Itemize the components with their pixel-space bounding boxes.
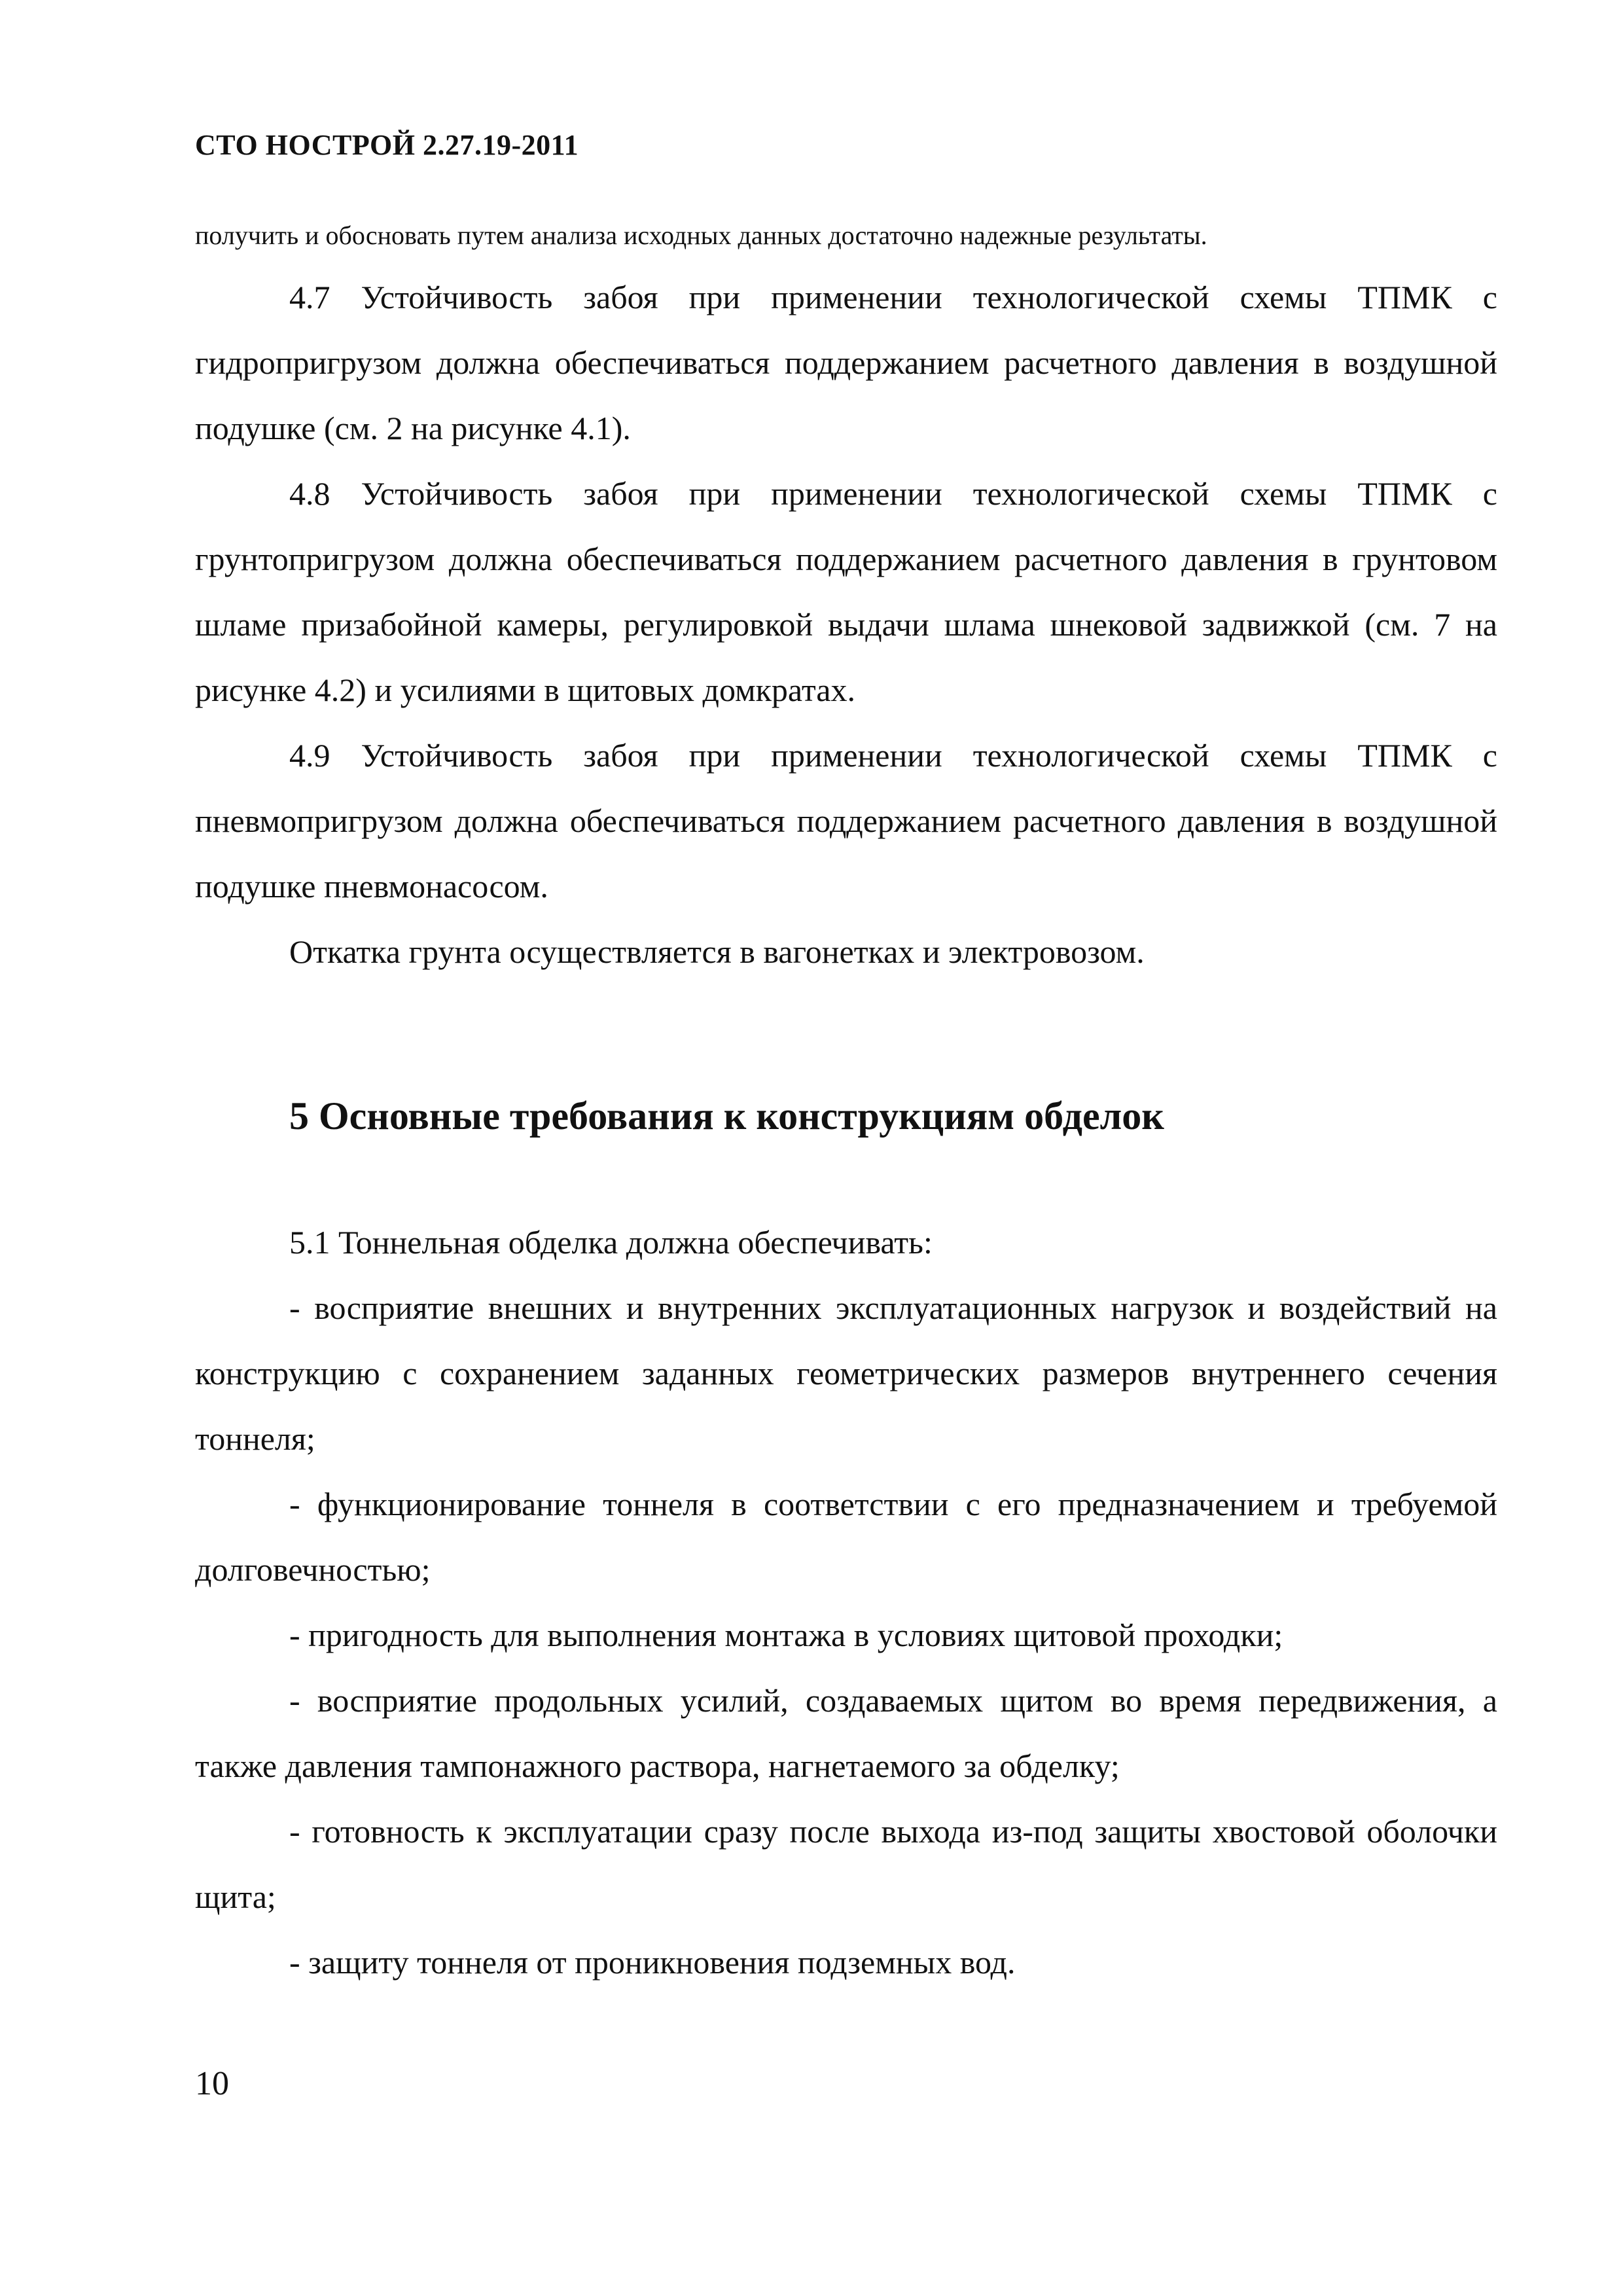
document-header: СТО НОСТРОЙ 2.27.19-2011: [195, 129, 579, 161]
list-item: - восприятие внешних и внутренних эксплуатационных нагрузок и воздействий на конструкцию с сохранением заданных геометрических размеров внутреннего сечения тоннеля;: [195, 1289, 1497, 1457]
list-item: - защиту тоннеля от проникновения подземных вод.: [289, 1944, 1016, 1981]
paragraph-continuation: получить и обосновать путем анализа исходных данных достаточно надежные результаты.: [195, 221, 1207, 250]
list-item: - готовность к эксплуатации сразу после выхода из-под защиты хвостовой оболочки щита;: [195, 1813, 1497, 1915]
paragraph-4-7: 4.7 Устойчивость забоя при применении технологической схемы ТПМК с гидропригрузом должна обеспечиваться поддержанием расчетного давления в воздушной подушке (см. 2 на рисунке 4.1).: [195, 279, 1497, 446]
list-item: - восприятие продольных усилий, создаваемых щитом во время передвижения, а также давления тампонажного раствора, нагнетаемого за обделку;: [195, 1682, 1497, 1784]
section-5-heading: 5 Основные требования к конструкциям обделок: [289, 1094, 1164, 1138]
paragraph-5-1: 5.1 Тоннельная обделка должна обеспечивать:: [289, 1224, 933, 1261]
list-item: - функционирование тоннеля в соответствии с его предназначением и требуемой долговечностью;: [195, 1486, 1497, 1588]
paragraph-4-8: 4.8 Устойчивость забоя при применении технологической схемы ТПМК с грунтопригрузом должна обеспечиваться поддержанием расчетного давления в грунтовом шламе призабойной камеры, регулировкой выдачи шлама шнековой задвижкой (см. 7 на рисунке 4.2) и усилиями в щитовых домкратах.: [195, 475, 1497, 708]
paragraph-4-9: 4.9 Устойчивость забоя при применении технологической схемы ТПМК с пневмопригрузом должна обеспечиваться поддержанием расчетного давления в воздушной подушке пневмонасосом.: [195, 737, 1497, 905]
paragraph-otkatka: Откатка грунта осуществляется в вагонетках и электровозом.: [289, 933, 1145, 970]
list-item: - пригодность для выполнения монтажа в условиях щитовой проходки;: [289, 1617, 1283, 1653]
body-block-section-4: [195, 264, 1497, 984]
page-number: 10: [195, 2065, 229, 2102]
body-block-section-5: [195, 1210, 1497, 1995]
